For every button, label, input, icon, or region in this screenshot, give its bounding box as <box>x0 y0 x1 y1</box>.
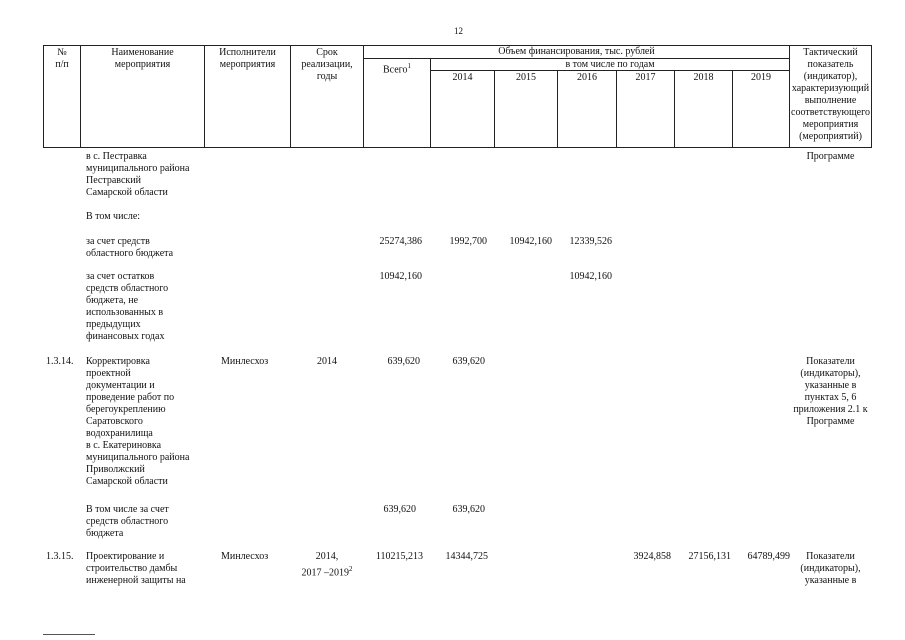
header-year-2016: 2016 <box>577 72 597 83</box>
row-1314-sub-label: В том числе за счет средств областного бюджета <box>86 504 169 539</box>
row-1315-2017: 3924,858 <box>633 551 671 562</box>
header-funding: Объем финансирования, тыс. рублей <box>498 46 655 57</box>
remaining-total: 10942,160 <box>379 271 422 282</box>
regional-budget-label: за счет средств областного бюджета <box>86 236 174 259</box>
row-1314-indicator: Показатели (индикаторы), указанные в пунктах 5, 6 приложения 2.1 к Программе <box>793 356 868 427</box>
row-1314-name: Корректировка проектной документации и проведение работ по берегоукреплению Саратовского водохранилища в с. Екатериновка муниципального района Приволжский Самарской области <box>86 356 190 487</box>
cont-indicator: Программе <box>806 151 855 162</box>
remaining-funds-label: за счет остатков средств областного бюджета, не использованных в предыдущих финансовых годах <box>86 271 169 342</box>
row-1314-executor: Минлесхоз <box>221 356 269 367</box>
regional-2016: 12339,526 <box>569 236 612 247</box>
row-1315-name: Проектирование и строительство дамбы инженерной защиты на <box>86 551 186 586</box>
row-1314-period: 2014 <box>317 356 337 367</box>
header-year-2017: 2017 <box>635 72 656 83</box>
regional-2014: 1992,700 <box>449 236 487 247</box>
row-1315-period <box>291 551 363 579</box>
row-1314-2014: 639,620 <box>452 356 485 367</box>
header-indicator: Тактический показатель (индикатор), характеризующий выполнение соответствующего мероприятия (мероприятий) <box>791 47 870 142</box>
page-number: 12 <box>454 26 463 36</box>
header-total <box>364 60 430 76</box>
row-1314-total: 639,620 <box>387 356 420 367</box>
row-1315-indicator: Показатели (индикаторы), указанные в <box>800 551 861 586</box>
header-period: Срок реализации, годы <box>301 47 353 82</box>
footnote-separator <box>43 634 95 635</box>
header-year-2014: 2014 <box>452 72 473 83</box>
including-label: В том числе: <box>86 211 141 222</box>
remaining-2016: 10942,160 <box>569 271 612 282</box>
header-total-footnote: 1 <box>407 62 412 70</box>
row-1315-total: 110215,213 <box>375 551 423 562</box>
row-1315-2019: 64789,499 <box>747 551 790 562</box>
header-vline-12 <box>871 45 872 148</box>
row-1315-period-line2 <box>291 563 363 579</box>
header-year-2018: 2018 <box>693 72 714 83</box>
cont-name: в с. Пестравка муниципального района Пестравский Самарской области <box>86 151 190 198</box>
header-num: № п/п <box>55 47 69 70</box>
header-total-label: Всего <box>382 64 408 76</box>
header-year-2015: 2015 <box>516 72 536 83</box>
row-1314-sub-total: 639,620 <box>383 504 416 515</box>
row-1315-period-footnote: 2 <box>349 565 353 573</box>
row-1315-number: 1.3.15. <box>46 551 74 562</box>
header-name: Наименование мероприятия <box>111 47 174 70</box>
row-1315-period-line1: 2014, <box>315 551 339 562</box>
row-1314-sub-2014: 639,620 <box>452 504 485 515</box>
regional-2015: 10942,160 <box>509 236 552 247</box>
row-1315-2018: 27156,131 <box>688 551 731 562</box>
header-bottom-border <box>43 147 871 148</box>
row-1315-2014: 14344,725 <box>445 551 488 562</box>
row-1315-executor: Минлесхоз <box>221 551 269 562</box>
header-executors: Исполнители мероприятия <box>219 47 276 70</box>
row-1314-number: 1.3.14. <box>46 356 74 367</box>
header-year-2019: 2019 <box>751 72 771 83</box>
header-by-years: в том числе по годам <box>565 59 655 70</box>
row-1315-period-years: 2017 –2019 <box>301 567 349 579</box>
regional-total: 25274,386 <box>379 236 422 247</box>
